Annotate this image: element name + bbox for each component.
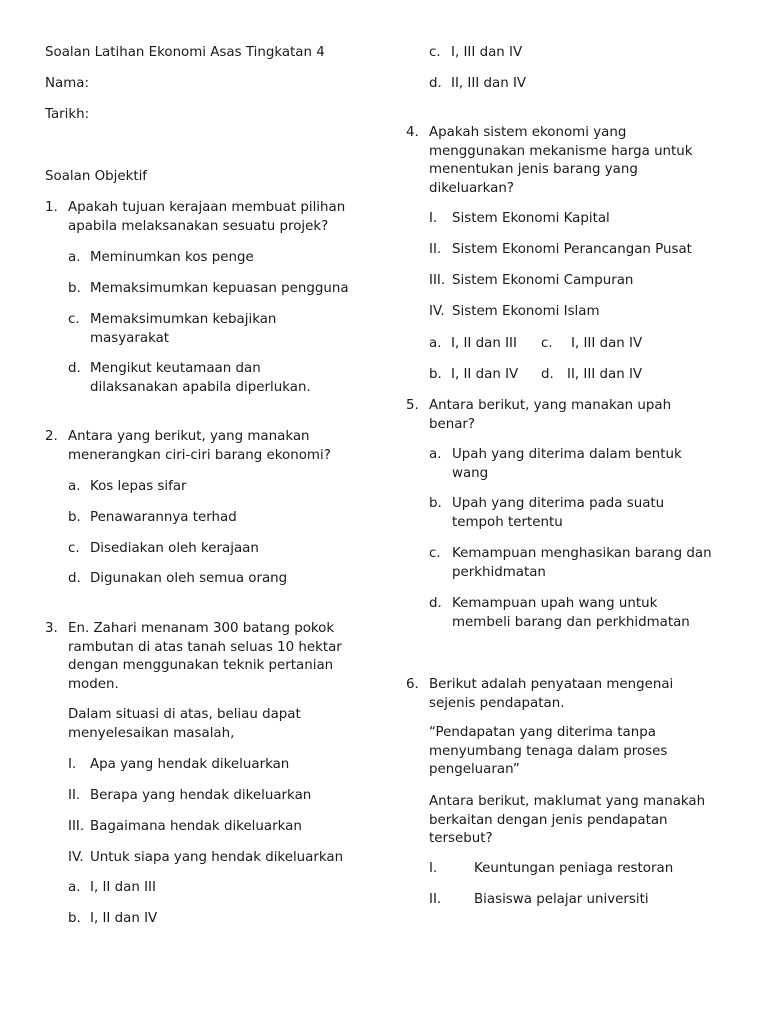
roman-text: Sistem Ekonomi Campuran bbox=[452, 273, 634, 288]
roman-label: III. bbox=[429, 273, 446, 288]
question-text: Antara yang berikut, yang manakan menerangkan ciri-ciri barang ekonomi? bbox=[68, 429, 331, 463]
option-label: d. bbox=[429, 76, 442, 91]
option-text: II, III dan IV bbox=[451, 76, 527, 91]
roman-text: Berapa yang hendak dikeluarkan bbox=[90, 788, 312, 803]
option-label: b. bbox=[68, 510, 81, 525]
option-label: c. bbox=[429, 45, 441, 60]
option-label: d. bbox=[68, 571, 81, 586]
roman-label: I. bbox=[429, 861, 438, 876]
question-quote: “Pendapatan yang diterima tanpa menyumbang tenaga dalam proses pengeluaran” bbox=[429, 725, 668, 777]
question-text: En. Zahari menanam 300 batang pokok rambutan di atas tanah seluas 10 hektar dengan menggunakan teknik pertanian moden. bbox=[68, 621, 342, 692]
option-label: d. bbox=[68, 361, 81, 376]
option-label: a. bbox=[68, 250, 81, 265]
option-text: I, II dan III bbox=[90, 880, 156, 895]
option-text: Kemampuan upah wang untuk membeli barang dan perkhidmatan bbox=[452, 596, 690, 630]
question-subtext: Antara berikut, maklumat yang manakah berkaitan dengan jenis pendapatan tersebut? bbox=[429, 794, 706, 846]
option-text: I, II dan III bbox=[451, 336, 517, 351]
option-text: II, III dan IV bbox=[567, 367, 643, 382]
option-text: Digunakan oleh semua orang bbox=[90, 571, 288, 586]
option-text: Memaksimumkan kepuasan pengguna bbox=[90, 281, 349, 296]
option-label: b. bbox=[429, 367, 442, 382]
option-text: Meminumkan kos penge bbox=[90, 250, 254, 265]
option-label: d. bbox=[541, 367, 554, 382]
option-text: Upah yang diterima dalam bentuk wang bbox=[452, 447, 682, 481]
roman-label: II. bbox=[68, 788, 81, 803]
option-label: b. bbox=[68, 911, 81, 926]
roman-text: Keuntungan peniaga restoran bbox=[474, 861, 674, 876]
roman-text: Apa yang hendak dikeluarkan bbox=[90, 757, 290, 772]
option-text: I, II dan IV bbox=[451, 367, 519, 382]
date-label: Tarikh: bbox=[45, 107, 90, 122]
roman-label: IV. bbox=[68, 850, 84, 865]
question-text: Berikut adalah penyataan mengenai sejenis pendapatan. bbox=[429, 677, 674, 711]
option-text: Disediakan oleh kerajaan bbox=[90, 541, 259, 556]
name-label: Nama: bbox=[45, 76, 89, 91]
option-label: b. bbox=[429, 496, 442, 511]
option-label: a. bbox=[429, 447, 442, 462]
section-heading: Soalan Objektif bbox=[45, 169, 148, 184]
option-text: Mengikut keutamaan dan dilaksanakan apabila diperlukan. bbox=[90, 361, 311, 395]
question-text: Antara berikut, yang manakan upah benar? bbox=[429, 398, 672, 432]
option-label: c. bbox=[68, 312, 80, 327]
question-number: 1. bbox=[45, 200, 58, 215]
option-label: c. bbox=[68, 541, 80, 556]
option-text: I, III dan IV bbox=[571, 336, 643, 351]
option-label: b. bbox=[68, 281, 81, 296]
question-number: 2. bbox=[45, 429, 58, 444]
question-text: Apakah tujuan kerajaan membuat pilihan apabila melaksanakan sesuatu projek? bbox=[68, 200, 346, 234]
option-label: a. bbox=[68, 479, 81, 494]
roman-label: IV. bbox=[429, 304, 445, 319]
roman-text: Bagaimana hendak dikeluarkan bbox=[90, 819, 302, 834]
question-number: 6. bbox=[406, 677, 419, 692]
option-label: c. bbox=[541, 336, 553, 351]
option-text: I, II dan IV bbox=[90, 911, 158, 926]
document-title: Soalan Latihan Ekonomi Asas Tingkatan 4 bbox=[45, 45, 325, 60]
option-text: Upah yang diterima pada suatu tempoh tertentu bbox=[452, 496, 665, 530]
question-subtext: Dalam situasi di atas, beliau dapat menyelesaikan masalah, bbox=[68, 707, 301, 741]
option-text: I, III dan IV bbox=[451, 45, 523, 60]
roman-text: Untuk siapa yang hendak dikeluarkan bbox=[90, 850, 344, 865]
roman-label: I. bbox=[68, 757, 77, 772]
option-label: a. bbox=[429, 336, 442, 351]
roman-label: III. bbox=[68, 819, 85, 834]
question-number: 5. bbox=[406, 398, 419, 413]
option-label: c. bbox=[429, 546, 441, 561]
roman-text: Sistem Ekonomi Kapital bbox=[452, 211, 610, 226]
roman-text: Sistem Ekonomi Islam bbox=[452, 304, 600, 319]
roman-label: II. bbox=[429, 892, 442, 907]
option-text: Memaksimumkan kebajikan masyarakat bbox=[90, 312, 277, 346]
option-label: a. bbox=[68, 880, 81, 895]
question-number: 4. bbox=[406, 125, 419, 140]
option-text: Kos lepas sifar bbox=[90, 479, 187, 494]
question-text: Apakah sistem ekonomi yang menggunakan mekanisme harga untuk menentukan jenis barang yang dikeluarkan? bbox=[429, 125, 693, 196]
option-label: d. bbox=[429, 596, 442, 611]
question-number: 3. bbox=[45, 621, 58, 636]
option-text: Penawarannya terhad bbox=[90, 510, 237, 525]
option-text: Kemampuan menghasikan barang dan perkhidmatan bbox=[452, 546, 712, 580]
roman-label: II. bbox=[429, 242, 442, 257]
roman-text: Sistem Ekonomi Perancangan Pusat bbox=[452, 242, 692, 257]
roman-label: I. bbox=[429, 211, 438, 226]
roman-text: Biasiswa pelajar universiti bbox=[474, 892, 649, 907]
